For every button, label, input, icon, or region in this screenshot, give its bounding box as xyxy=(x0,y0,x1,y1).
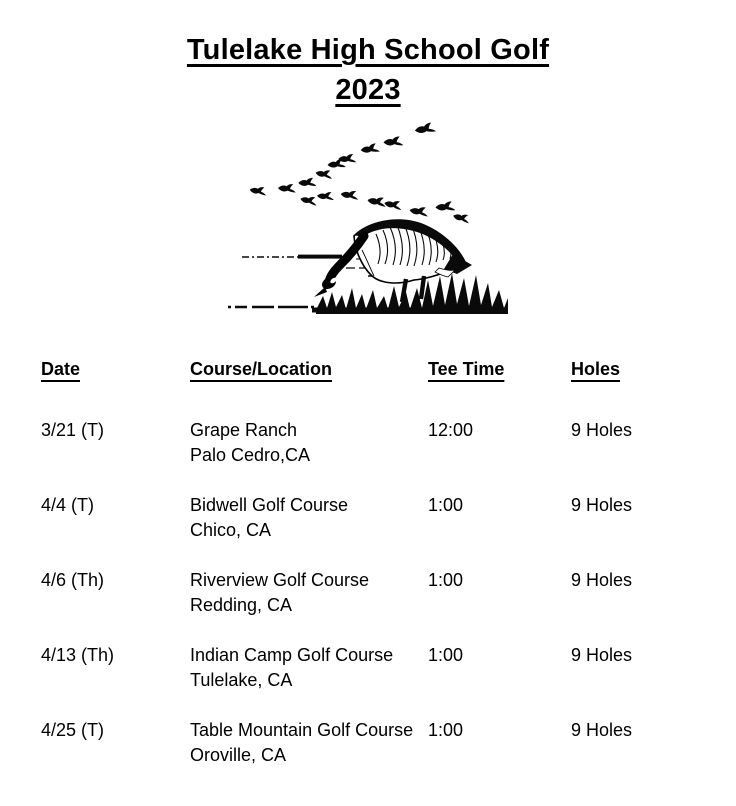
cell-holes: 9 Holes xyxy=(571,720,633,740)
flying-geese-icon xyxy=(249,122,470,224)
table-row xyxy=(41,568,736,618)
grazing-goose-icon xyxy=(314,219,472,302)
geese-illustration xyxy=(228,118,508,318)
cell-date: 4/13 (Th) xyxy=(41,645,115,665)
geese-illustration-svg xyxy=(228,118,508,318)
cell-date: 4/6 (Th) xyxy=(41,570,105,590)
table-row xyxy=(41,643,736,693)
cell-date: 4/25 (T) xyxy=(41,720,105,740)
course-name: Table Mountain Golf Course xyxy=(190,720,414,740)
cell-holes: 9 Holes xyxy=(571,570,633,590)
cell-course-location xyxy=(190,718,428,768)
cell-tee-time: 1:00 xyxy=(428,495,464,515)
course-city: Palo Cedro,CA xyxy=(190,445,311,465)
schedule-table xyxy=(41,356,736,768)
header-course-location: Course/Location xyxy=(190,359,333,379)
cell-holes: 9 Holes xyxy=(571,645,633,665)
cell-holes: 9 Holes xyxy=(571,495,633,515)
course-city: Tulelake, CA xyxy=(190,670,293,690)
page-title xyxy=(0,30,736,110)
cell-course-location xyxy=(190,643,428,693)
cell-course-location xyxy=(190,418,428,468)
table-row xyxy=(41,718,736,768)
course-name: Grape Ranch xyxy=(190,420,298,440)
page-title-line1: Tulelake High School Golf xyxy=(186,34,550,66)
course-name: Riverview Golf Course xyxy=(190,570,370,590)
course-city: Redding, CA xyxy=(190,595,293,615)
header-tee-time: Tee Time xyxy=(428,359,505,379)
course-city: Oroville, CA xyxy=(190,745,287,765)
cell-tee-time: 1:00 xyxy=(428,720,464,740)
cell-course-location xyxy=(190,568,428,618)
table-header-row xyxy=(41,356,736,382)
cell-holes: 9 Holes xyxy=(571,420,633,440)
course-name: Bidwell Golf Course xyxy=(190,495,349,515)
header-holes: Holes xyxy=(571,359,621,379)
cell-date: 4/4 (T) xyxy=(41,495,95,515)
cell-date: 3/21 (T) xyxy=(41,420,105,440)
header-date: Date xyxy=(41,359,81,379)
page-title-line2: 2023 xyxy=(335,74,401,106)
table-row xyxy=(41,493,736,543)
course-name: Indian Camp Golf Course xyxy=(190,645,394,665)
table-row xyxy=(41,418,736,468)
cell-tee-time: 1:00 xyxy=(428,645,464,665)
cell-course-location xyxy=(190,493,428,543)
cell-tee-time: 1:00 xyxy=(428,570,464,590)
cell-tee-time: 12:00 xyxy=(428,420,474,440)
course-city: Chico, CA xyxy=(190,520,272,540)
